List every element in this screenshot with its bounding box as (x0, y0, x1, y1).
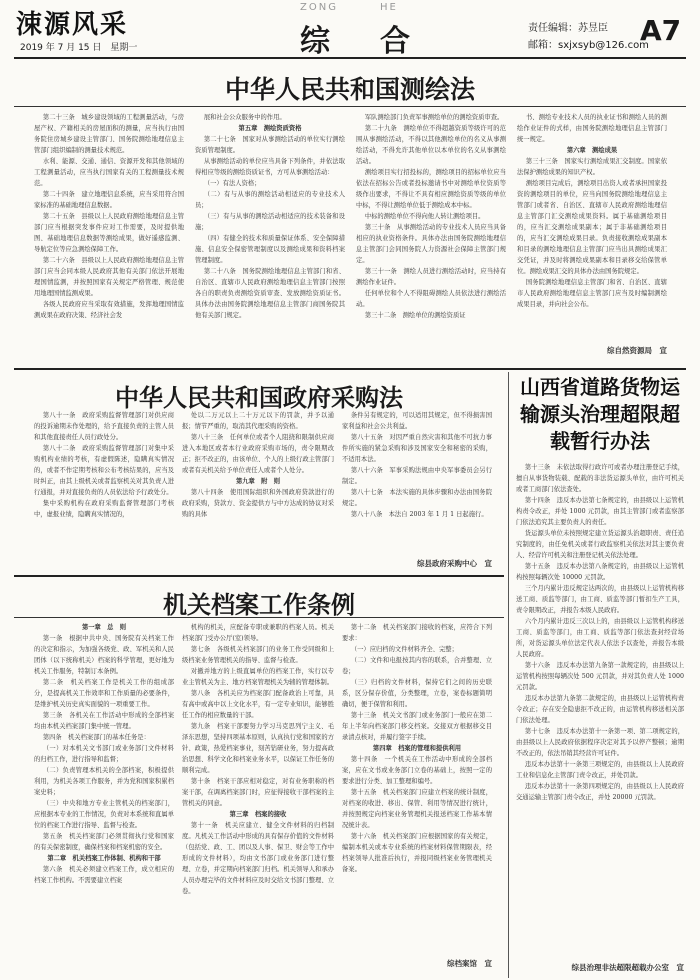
section-divider (14, 575, 504, 577)
paragraph: （三）中央和地方专业主管机关的档案部门，应根据本专业的工作情况，负责对本系统和直属单位的档案工作进行指导、监督与检查。 (34, 800, 174, 829)
paragraph: 第四条 机关档案部门的基本任务是： (42, 734, 150, 741)
sidebar-divider (508, 372, 509, 978)
section-pinyin-left: ZONG (300, 2, 338, 13)
paragraph: 第十五条 机关档案部门应建立档案的统计制度，对档案的收进、移出、保管、利用等情况进行统计，并按照规定向档案业务管理机关报送档案工作基本情况统计表。 (342, 789, 492, 829)
paragraph: 国务院测绘地理信息主管部门和省、自治区、直辖市人民政府测绘地理信息主管部门应当及时编制测绘成果目录，并向社会公布。 (517, 279, 667, 308)
paragraph: 集中采购机构在政府采购监督管理部门考核中，虚报业绩，隐瞒真实情况的， (34, 500, 174, 518)
survey-column-3 (356, 112, 506, 367)
paragraph: 第十五条 违反本办法第八条规定的，由县级以上运管机构按照每辆次处 10000 元罚款。 (516, 563, 684, 581)
section-name-right: 合 (380, 24, 410, 59)
paragraph: 展和社会公众服务中的作用。 (203, 114, 286, 121)
source-credit: 综县政府采购中心 宣 (417, 559, 492, 568)
paragraph: 第二十六条 县级以上人民政府测绘地理信息主管部门应当会同本级人民政府其他有关部门依法开展地理国情监测，并按照国家有关规定严格管理、规范使用地理国情监测成果。 (34, 257, 184, 297)
archives-regulation-title: 机关档案工作条例 (163, 590, 355, 619)
paragraph: 违反本办法第十一条第四项规定的，由县级以上人民政府交通运输主管部门责令改正，并处 20000 元罚款。 (516, 783, 684, 801)
paragraph: 第十三条 机关文书部门或业务部门一般应在第二年上半年向档案部门移交档案。交接双方根据移交目录清点核对，并履行签字手续。 (342, 712, 492, 741)
paragraph: 第十六条 违反本办法第九条第一款规定的，由县级以上运管机构按照每辆次处 500 元罚款，并对其负责人处 1000 元罚款。 (516, 662, 684, 691)
survey-column-2 (195, 112, 345, 367)
paragraph: 第二十八条 国务院测绘地理信息主管部门和省、自治区、直辖市人民政府测绘地理信息主管部门按照各自的职责负责测绘资质审查、发放测绘资质证书。具体办法由国务院测绘地理信息主管部门商国务院其他有关部门规定。 (195, 268, 345, 319)
paragraph: 第二十三条 城乡建设领域的工程测量活动，与房屋产权、产籍相关的房屋面积的测量，应当执行由国务院住房城乡建设主管部门、国务院测绘地理信息主管部门组织编制的测量技术规范。 (34, 114, 184, 154)
page-number: A7 (640, 14, 682, 47)
archives-source (342, 958, 492, 972)
paragraph: 机构的机关，应配备专职或兼职的档案人员。机关档案部门受办公厅(室)领导。 (182, 624, 334, 642)
masthead-rule (14, 57, 686, 59)
survey-column-4 (517, 112, 667, 352)
paragraph: 第五条 机关档案部门必须贯彻执行党和国家的有关保密制度，确保档案和档案机密的安全。 (34, 833, 174, 851)
section-pinyin-right: HE (380, 2, 398, 13)
survey-column-1 (34, 112, 184, 367)
paragraph: 从事测绘活动的单位应当具备下列条件，并依法取得相应等级的测绘资质证书，方可从事测绘活动： (195, 158, 345, 176)
paragraph: 第十三条 未依法取得行政许可或者办理注册登记手续，擅自从事货物装载、配载的非法货运源头单位，由许可机关或者工商部门依法查处。 (516, 464, 684, 493)
section-name-left: 综 (300, 24, 330, 59)
archives-title-rule (14, 617, 504, 618)
chapter-heading: 第五章 测绘资质资格 (238, 125, 302, 132)
paragraph: 第三十二条 测绘单位的测绘资质证 (364, 312, 466, 319)
paragraph: 水利、能源、交通、通信、资源开发和其他领域的工程测量活动，应当执行国家有关的工程测量技术规范。 (34, 158, 184, 187)
paragraph: （三）归档的文件材料，保持它们之间的历史联系，区分保存价值，分类整理，立卷，案卷标题简明确切，便于保管和利用。 (342, 679, 492, 708)
editor-email: 邮箱：sxjxsyb@126.com (528, 40, 649, 51)
road-freight-source (516, 962, 684, 976)
paragraph: 第八十三条 任何单位或者个人阻挠和限制供应商进入本地区或者本行业政府采购市场的，责令限期改正；拒不改正的，由该单位、个人的上级行政主管部门或者有关机关给予单位责任人或者个人处分。 (182, 434, 334, 474)
editor-name: 责任编辑：苏昱臣 (528, 23, 608, 34)
survey-title-rule (14, 106, 686, 107)
paragraph: 第八十五条 对因严重自然灾害和其他不可抗力事件所实施的紧急采购和涉及国家安全和秘密的采购，不适用本法。 (342, 434, 492, 463)
paragraph: 第二十九条 测绘单位不得超越资质等级许可的范围从事测绘活动，不得以其他测绘单位的名义从事测绘活动，不得允许其他单位以本单位的名义从事测绘活动。 (356, 125, 506, 165)
paragraph: （三）有与从事的测绘活动相适应的技术装备和设施； (195, 213, 345, 231)
procurement-column-1 (34, 410, 174, 570)
chapter-heading: 第二章 机关档案工作体制、机构和干部 (47, 855, 161, 862)
paragraph: 第八十四条 使用国际组织和外国政府贷款进行的政府采购，贷款方、资金提供方与中方达成的协议对采购的具体 (182, 489, 334, 518)
source-credit: 综自然资源局 宣 (607, 346, 667, 355)
paragraph: 书、测绘专业技术人员的执业证书和测绘人员的测绘作业证件的式样，由国务院测绘地理信息主管部门统一规定。 (517, 114, 667, 143)
procurement-column-3 (342, 410, 492, 550)
paragraph: 第十二条 机关档案部门接收的档案，应符合下列要求： (342, 624, 492, 642)
paragraph: 任何单位和个人不得阻碍测绘人员依法进行测绘活动。 (356, 290, 506, 308)
editor-info (528, 20, 649, 54)
paragraph: 违反本办法第九条第二款规定的，由县级以上运管机构责令改正；存在安全隐患拒不改正的，由运管机构移送相关部门依法处理。 (516, 695, 684, 724)
section-divider (14, 368, 686, 370)
paragraph: 第一条 根据中共中央、国务院有关档案工作的决定和指示，为加强各级党、政、军机关和人民团体（以下统称机关）档案的科学管理，更好地为机关工作服务，特制订本条例。 (34, 635, 174, 675)
survey-law-title: 中华人民共和国测绘法 (224, 75, 475, 104)
paragraph: 第十四条 违反本办法第七条规定的，由县级以上运管机构责令改正，并处 1000 元罚款，由其主管部门或者监察部门依法追究其主要负责人的责任。 (516, 497, 684, 526)
chapter-heading: 第四章 档案的管理和提供利用 (372, 745, 462, 752)
paragraph: 第三十一条 测绘人员进行测绘活动时，应当持有测绘作业证件。 (356, 268, 506, 286)
paragraph: 第九条 档案干部要努力学习马克思列宁主义、毛泽东思想，坚持四项基本原则，认真执行党和国家的方针、政策，热爱档案事业，刻苦钻研业务，努力提高政治思想、科学文化和档案业务水平，以保证工作任务的顺利完成。 (182, 723, 334, 774)
paragraph: 三个月内累计违反规定达两次的，由县级以上运管机构移送工商、质监等部门，由工商、质监等部门暂扣生产工具，责令限期改正，并报告本级人民政府。 (516, 585, 684, 614)
paragraph: 第十条 档案干部应相对稳定，对有业务职称的档案干部，在调离档案部门时，应征得接收干部档案的主管机关的同意。 (182, 778, 334, 807)
paragraph: 第八十二条 政府采购监督管理部门对集中采购机构业绩的考核，有虚假陈述，隐瞒真实情况的，或者不作定期考核和公布考核结果的，应当及时纠正，由其上级机关或者监察机关对其负责人进行通报，并对直接负责的人员依法给予行政处分。 (34, 445, 174, 496)
paragraph: 测绘项目完成后，测绘项目出资人或者承担国家投资的测绘项目的单位，应当向国务院测绘地理信息主管部门或者省、自治区、直辖市人民政府测绘地理信息主管部门汇交测绘成果资料。属于基础测绘项目的，应当汇交测绘成果副本；属于非基础测绘项目的，应当汇交测绘成果目录。负责接收测绘成果副本和目录的测绘地理信息主管部门应当出具测绘成果汇交凭证，并及时将测绘成果副本和目录移交给保管单位。测绘成果汇交的具体办法由国务院规定。 (517, 180, 667, 275)
paragraph: 各级人民政府应当采取有效措施，发挥地理国情监测成果在政府决策、经济社会发 (34, 301, 184, 319)
paragraph: （一）应归档的文件材料齐全、完整； (350, 646, 458, 653)
paragraph: 第八十八条 本法自 2003 年 1 月 1 日起施行。 (350, 511, 488, 518)
paragraph: 六个月内累计违反三次以上的，由县级以上运管机构移送工商、质监等部门，由工商、质监等部门依法查封经营场所，对货运源头单位法定代表人依法予以查处，并报告本级人民政府。 (516, 618, 684, 658)
paragraph: 条件另有规定的，可以适用其规定，但不得损害国家利益和社会公共利益。 (342, 412, 492, 430)
paragraph: 第八条 各机关应为档案部门配备政治上可靠，具有高中或高中以上文化水平，有一定专业知识，能够胜任工作的相应数量的干部。 (182, 690, 334, 719)
paragraph: 处以二万元以上二十万元以下的罚款，并予以通报；情节严重的，取消其代理采购的资格。 (182, 412, 334, 430)
paragraph: 军队测绘部门负责军事测绘单位的测绘资质审查。 (364, 114, 504, 121)
paragraph: 第十一条 机关应建立、健全文件材料的归档制度。凡机关工作活动中形成的具有保存价值的文件材料（包括党、政、工、团以及人事、保卫、财会等工作中形成的文件材料），均由文书部门或业务部门进行整理、立卷，并定期向档案部门归档。机关领导人和承办人员办理完毕的文件材料应及时交给文书部门整理、立卷。 (182, 822, 334, 895)
newspaper-title: 涑源风采 (16, 10, 129, 40)
paragraph: 第二十七条 国家对从事测绘活动的单位实行测绘资质管理制度。 (195, 136, 345, 154)
paragraph: （四）有健全的技术和质量保证体系、安全保障措施、信息安全保密管理制度以及测绘成果和资料档案管理制度。 (195, 235, 345, 264)
paragraph: 第十四条 一个机关在工作活动中形成的全部档案，应在文书或业务部门立卷的基础上，按照一定的要求进行分类、加工整理和编号。 (342, 756, 492, 785)
paragraph: 第八十七条 本法实施的具体步骤和办法由国务院规定。 (342, 489, 492, 507)
paragraph: 第七条 各级机关档案部门的业务工作受同级和上级档案业务管理机关的指导、监督与检查。 (182, 646, 334, 664)
source-credit: 综县治理非法超限超载办公室 宣 (571, 963, 684, 972)
issue-date: 2019 年 7 月 15 日 星期一 (20, 43, 138, 53)
paragraph: 第三十三条 国家实行测绘成果汇交制度。国家依法保护测绘成果的知识产权。 (517, 158, 667, 176)
paragraph: 第三条 各机关在工作活动中形成的全部档案均由本机关档案部门集中统一管理。 (34, 712, 174, 730)
survey-source (517, 345, 667, 359)
paragraph: （二）有与从事的测绘活动相适应的专业技术人员； (195, 191, 345, 209)
road-freight-title: 山西省道路货物运输源头治理超限超载暂行办法 (520, 375, 680, 453)
paragraph: 违反本办法第十一条第三项规定的，由县级以上人民政府工业和信息化主管部门责令改正，并处罚款。 (516, 761, 684, 779)
chapter-heading: 第六章 测绘成果 (566, 147, 618, 154)
paragraph: 第八十六条 军事采购法规由中央军事委员会另行制定。 (342, 467, 492, 485)
procurement-column-2 (182, 410, 334, 570)
archives-column-3 (342, 622, 492, 952)
chapter-heading: 第三章 档案的接收 (229, 811, 287, 818)
paragraph: 第十六条 机关档案部门应根据国家的有关规定，编制本机关或本专业系统的档案材料保管期限表，经档案领导人批准后执行，并报同级档案业务管理机关备案。 (342, 833, 492, 873)
paragraph: 第二十五条 县级以上人民政府测绘地理信息主管部门应当根据突发事件应对工作需要，及时提供地图、基础地理信息数据等测绘成果，做好遥感监测、导航定位等应急测绘保障工作。 (34, 213, 184, 253)
paragraph: 第三十条 从事测绘活动的专业技术人员应当具备相应的执业资格条件。具体办法由国务院测绘地理信息主管部门会同国务院人力资源社会保障主管部门规定。 (356, 224, 506, 264)
paragraph: 测绘项目实行招投标的，测绘项目的招标单位应当依法在招标公告或者投标邀请书中对测绘单位资质等级作出要求，不得让不具有相应测绘资质等级的单位中标，不得让测绘单位低于测绘成本中标。 (356, 169, 506, 209)
paragraph: 对撤并地方的上级直属单位的档案工作，实行以专业主管机关为主、地方档案管理机关为辅的管理体制。 (182, 668, 334, 686)
paragraph: （二）负责管理本机关的全部档案，积极提供利用，为机关各项工作服务，并为党和国家积累档案史料； (34, 767, 174, 796)
archives-column-1 (34, 622, 174, 974)
paragraph: （二）文件和电报按其内容的联系，合并整理、立卷； (342, 657, 492, 675)
paragraph: 第二条 机关档案工作是机关工作的组成部分，是提高机关工作效率和工作质量的必要条件，是维护机关历史真实面貌的一项重要工作。 (34, 679, 174, 708)
paragraph: 第二十四条 建立地理信息系统，应当采用符合国家标准的基础地理信息数据。 (34, 191, 184, 209)
road-freight-body (516, 462, 684, 960)
archives-column-2 (182, 622, 334, 974)
chapter-heading: 第九章 附 则 (235, 478, 281, 485)
procurement-source (342, 558, 492, 572)
paragraph: 第十七条 违反本办法第十一条第一项、第二项规定的，由县级以上人民政府依据程序决定对其予以停产整顿；逾期不改正的，依法吊销其经营许可证件。 (516, 728, 684, 757)
chapter-heading: 第一章 总 则 (81, 624, 127, 631)
paragraph: 中标的测绘单位不得向他人转让测绘项目。 (364, 213, 485, 220)
paragraph: 货运源头单位未按照规定建立货运源头治超职责、责任追究制度的，由任免机关或者行政监察机关依法对其主要负责人、经营许可机关和注册登记机关依法处理。 (516, 530, 684, 559)
paragraph: 第六条 机关必须建立档案工作，成立相应的档案工作机构。不需要建立档案 (34, 866, 174, 884)
paragraph: 第八十一条 政府采购监督管理部门对供应商的投诉逾期未作处理的，给予直接负责的主管人员和其他直接责任人员行政处分。 (34, 412, 174, 441)
source-credit: 综档案馆 宣 (447, 959, 492, 968)
paragraph: （一）有法人资格； (203, 180, 261, 187)
paragraph: （一）对本机关文书部门或业务部门文件材料的归档工作，进行指导和监督； (34, 745, 174, 763)
procurement-law-title: 中华人民共和国政府采购法 (115, 383, 403, 412)
